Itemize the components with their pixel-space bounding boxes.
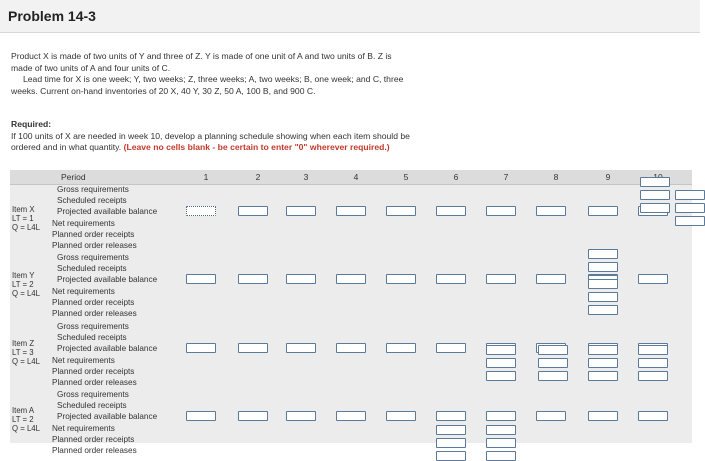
requirement-input[interactable] — [640, 190, 670, 200]
projected-balance-input[interactable] — [436, 274, 466, 284]
row-label: Net requirements — [52, 286, 115, 296]
requirement-input[interactable] — [436, 438, 466, 448]
requirement-input[interactable] — [588, 305, 618, 315]
projected-balance-input[interactable] — [238, 206, 268, 216]
requirement-input[interactable] — [640, 203, 670, 213]
item-lot-size: Q = L4L — [12, 223, 40, 232]
item-lot-size: Q = L4L — [12, 424, 40, 433]
row-label: Planned order receipts — [52, 297, 135, 307]
requirement-input[interactable] — [486, 425, 516, 435]
period-number: 7 — [503, 172, 509, 182]
projected-balance-input[interactable] — [238, 411, 268, 421]
projected-balance-input[interactable] — [436, 343, 466, 353]
period-number: 1 — [203, 172, 209, 182]
row-label: Net requirements — [52, 218, 115, 228]
projected-balance-input[interactable] — [286, 411, 316, 421]
row-label: Projected available balance — [57, 275, 158, 285]
row-label: Planned order releases — [52, 378, 137, 387]
requirement-input[interactable] — [436, 451, 466, 461]
requirement-input[interactable] — [486, 371, 516, 381]
required-instructions: If 100 units of X are needed in week 10, develop a planning schedule showing when each item should be ordered and in what quantity. — [11, 130, 410, 152]
row-label: Scheduled receipts — [57, 196, 127, 206]
projected-balance-input[interactable] — [336, 274, 366, 284]
page-title: Problem 14-3 — [0, 0, 700, 33]
mrp-schedule-table — [10, 170, 692, 455]
requirement-input[interactable] — [675, 190, 705, 200]
required-text — [11, 131, 411, 154]
item-name: Item A — [12, 406, 35, 415]
requirement-input[interactable] — [486, 438, 516, 448]
required-note: (Leave no cells blank - be certain to enter "0" wherever required.) — [123, 142, 390, 152]
projected-balance-input[interactable] — [486, 274, 516, 284]
period-number: 9 — [605, 172, 611, 182]
item-lead-time: LT = 1 — [12, 214, 34, 223]
projected-balance-input[interactable] — [486, 206, 516, 216]
period-number: 4 — [353, 172, 359, 182]
requirement-input[interactable] — [588, 279, 618, 289]
row-label: Gross requirements — [57, 390, 129, 399]
problem-paragraph-2: Lead time for X is one week; Y, two weeks; Z, three weeks; A, two weeks; B, one week; and C, three weeks. Current on-hand inventories of 20 X, 40 Y, 30 Z, 50 A, 100 B, and 900 C. — [11, 74, 404, 96]
requirement-input[interactable] — [675, 203, 705, 213]
period-label: Period — [61, 172, 86, 182]
projected-balance-input[interactable] — [436, 411, 466, 421]
period-number: 3 — [303, 172, 309, 182]
requirement-input[interactable] — [588, 345, 618, 355]
period-header-row — [10, 170, 692, 185]
projected-balance-input[interactable] — [238, 343, 268, 353]
requirement-input[interactable] — [638, 345, 668, 355]
row-label: Net requirements — [52, 423, 115, 433]
projected-balance-input[interactable] — [536, 274, 566, 284]
projected-balance-input[interactable] — [186, 411, 216, 421]
requirement-input[interactable] — [486, 345, 516, 355]
row-label: Gross requirements — [57, 322, 129, 331]
projected-balance-input[interactable] — [536, 206, 566, 216]
row-label: Planned order releases — [52, 241, 137, 250]
required-label: Required: — [11, 119, 52, 129]
projected-balance-input[interactable] — [386, 411, 416, 421]
projected-balance-input[interactable] — [336, 343, 366, 353]
projected-balance-input[interactable] — [588, 206, 618, 216]
row-label: Projected available balance — [57, 344, 158, 354]
row-label: Scheduled receipts — [57, 401, 127, 411]
projected-balance-input[interactable] — [186, 274, 216, 284]
item-lead-time: LT = 2 — [12, 415, 34, 424]
row-label: Scheduled receipts — [57, 264, 127, 274]
row-label: Planned order receipts — [52, 366, 135, 376]
projected-balance-input[interactable] — [336, 411, 366, 421]
projected-balance-input[interactable] — [286, 343, 316, 353]
projected-balance-input[interactable] — [386, 206, 416, 216]
item-name: Item Y — [12, 271, 35, 280]
requirement-input[interactable] — [588, 371, 618, 381]
requirement-input[interactable] — [538, 371, 568, 381]
requirement-input[interactable] — [640, 177, 670, 187]
row-label: Gross requirements — [57, 253, 129, 262]
item-parameters — [12, 205, 40, 232]
period-number: 5 — [403, 172, 409, 182]
item-name: Item Z — [12, 339, 35, 348]
requirement-input[interactable] — [588, 249, 618, 259]
requirement-input[interactable] — [675, 216, 705, 226]
problem-paragraph-1: Product X is made of two units of Y and three of Z. Y is made of one unit of A and two units of B. Z is made of two units of A and four units of C. — [11, 51, 392, 73]
item-lead-time: LT = 2 — [12, 280, 34, 289]
period-number: 6 — [453, 172, 459, 182]
requirement-input[interactable] — [638, 358, 668, 368]
requirement-input[interactable] — [538, 345, 568, 355]
row-label: Gross requirements — [57, 185, 129, 194]
requirement-input[interactable] — [486, 358, 516, 368]
row-label: Projected available balance — [57, 412, 158, 422]
requirement-input[interactable] — [486, 451, 516, 461]
period-number: 2 — [255, 172, 261, 182]
item-lot-size: Q = L4L — [12, 357, 40, 366]
projected-balance-input[interactable] — [186, 343, 216, 353]
item-lot-size: Q = L4L — [12, 289, 40, 298]
projected-balance-input[interactable] — [286, 206, 316, 216]
projected-balance-input[interactable] — [638, 274, 668, 284]
period-number: 8 — [553, 172, 559, 182]
item-parameters — [12, 406, 40, 433]
problem-statement — [11, 51, 411, 97]
requirement-input[interactable] — [436, 425, 466, 435]
row-label: Planned order releases — [52, 446, 137, 455]
projected-balance-input[interactable] — [638, 411, 668, 421]
required-section — [11, 119, 411, 154]
projected-balance-input[interactable] — [536, 411, 566, 421]
row-label: Projected available balance — [57, 207, 158, 217]
requirement-input[interactable] — [588, 292, 618, 302]
projected-balance-input[interactable] — [286, 274, 316, 284]
item-lead-time: LT = 3 — [12, 348, 34, 357]
projected-balance-input[interactable] — [186, 206, 216, 216]
row-label: Scheduled receipts — [57, 333, 127, 343]
requirement-input[interactable] — [588, 358, 618, 368]
projected-balance-input[interactable] — [436, 206, 466, 216]
projected-balance-input[interactable] — [336, 206, 366, 216]
item-name: Item X — [12, 205, 35, 214]
row-label: Net requirements — [52, 355, 115, 365]
projected-balance-input[interactable] — [386, 274, 416, 284]
projected-balance-input[interactable] — [588, 411, 618, 421]
projected-balance-input[interactable] — [238, 274, 268, 284]
requirement-input[interactable] — [638, 371, 668, 381]
item-parameters — [12, 271, 40, 298]
item-parameters — [12, 339, 40, 366]
projected-balance-input[interactable] — [386, 343, 416, 353]
requirement-input[interactable] — [538, 358, 568, 368]
row-label: Planned order receipts — [52, 229, 135, 239]
row-label: Planned order releases — [52, 309, 137, 318]
row-label: Planned order receipts — [52, 434, 135, 444]
requirement-input[interactable] — [588, 262, 618, 272]
projected-balance-input[interactable] — [486, 411, 516, 421]
